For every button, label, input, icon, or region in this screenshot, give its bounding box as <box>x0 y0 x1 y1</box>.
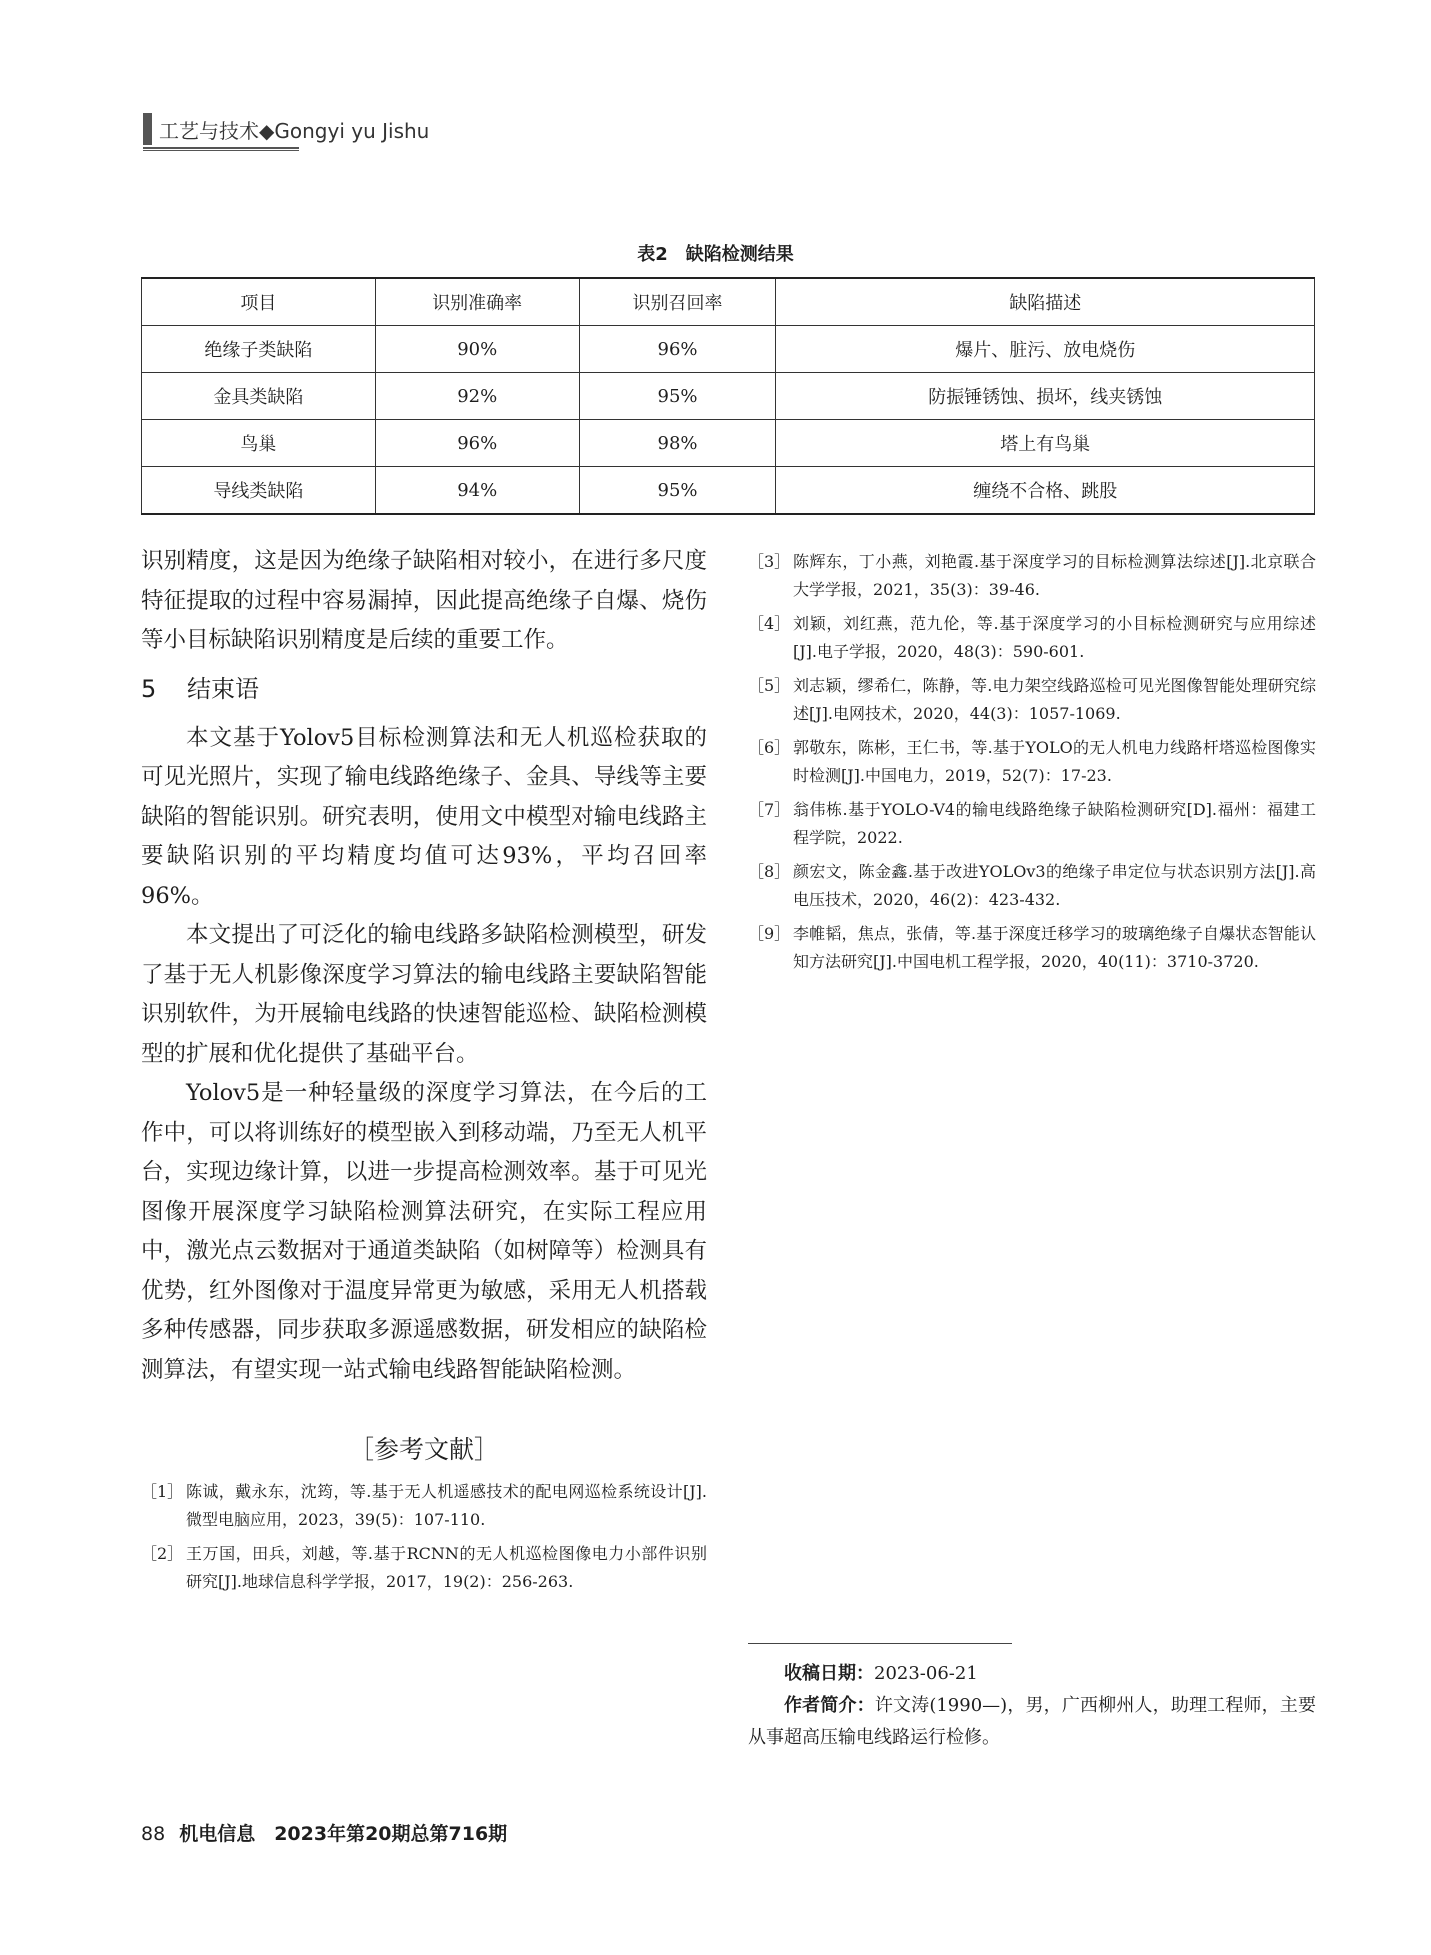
table-row <box>142 467 1315 515</box>
reference-text: 翁伟栋.基于YOLO-V4的输电线路绝缘子缺陷检测研究[D].福州：福建工程学院，2022. <box>793 800 1316 847</box>
reference-number: ［6］ <box>748 738 791 757</box>
reference-item <box>748 920 1316 976</box>
reference-text: 郭敬东，陈彬，王仁书，等.基于YOLO的无人机电力线路杆塔巡检图像实时检测[J].中国电力，2019，52(7)：17-23. <box>793 738 1316 785</box>
reference-item <box>748 858 1316 914</box>
footnotes <box>748 1658 1316 1754</box>
author-bio <box>748 1690 1316 1754</box>
page-number: 88 <box>141 1823 166 1845</box>
received-value: 2023-06-21 <box>874 1663 978 1684</box>
reference-number: ［5］ <box>748 676 791 695</box>
table-header-cell: 识别召回率 <box>579 278 776 326</box>
header-underline <box>143 147 299 149</box>
table-cell: 98% <box>579 420 776 467</box>
author-label: 作者简介： <box>784 1695 875 1716</box>
table-cell: 95% <box>579 373 776 420</box>
reference-text: 刘颖，刘红燕，范九伦，等.基于深度学习的小目标检测研究与应用综述[J].电子学报，2020，48(3)：590-601. <box>793 614 1316 661</box>
footnote-rule <box>748 1643 1012 1644</box>
reference-item <box>748 610 1316 666</box>
table-header-cell: 项目 <box>142 278 376 326</box>
table-cell: 爆片、脏污、放电烧伤 <box>776 326 1315 373</box>
table-cell: 导线类缺陷 <box>142 467 376 515</box>
reference-text: 颜宏文，陈金鑫.基于改进YOLOv3的绝缘子串定位与状态识别方法[J].高电压技术，2020，46(2)：423-432. <box>793 862 1316 909</box>
reference-text: 李帷韬，焦点，张倩，等.基于深度迁移学习的玻璃绝缘子自爆状态智能认知方法研究[J].中国电机工程学报，2020，40(11)：3710-3720. <box>793 924 1316 971</box>
reference-text: 刘志颖，缪希仁，陈静，等.电力架空线路巡检可见光图像智能处理研究综述[J].电网技术，2020，44(3)：1057-1069. <box>793 676 1316 723</box>
author-value: 许文涛(1990—)，男，广西柳州人，助理工程师，主要从事超高压输电线路运行检修。 <box>748 1695 1316 1748</box>
reference-number: ［1］ <box>141 1482 184 1501</box>
reference-text: 陈辉东，丁小燕，刘艳霞.基于深度学习的目标检测算法综述[J].北京联合大学学报，2021，35(3)：39-46. <box>793 552 1316 599</box>
body-paragraph: 识别精度，这是因为绝缘子缺陷相对较小，在进行多尺度特征提取的过程中容易漏掉，因此提高绝缘子自爆、烧伤等小目标缺陷识别精度是后续的重要工作。 <box>141 548 707 653</box>
body-paragraph: 本文提出了可泛化的输电线路多缺陷检测模型，研发了基于无人机影像深度学习算法的输电线路主要缺陷智能识别软件，为开展输电线路的快速智能巡检、缺陷检测模型的扩展和优化提供了基础平台。 <box>141 922 707 1067</box>
reference-number: ［7］ <box>748 800 791 819</box>
reference-item <box>748 548 1316 604</box>
table-row <box>142 326 1315 373</box>
table-cell: 90% <box>375 326 579 373</box>
table-row <box>142 373 1315 420</box>
table-cell: 96% <box>375 420 579 467</box>
table-cell: 防振锤锈蚀、损坏，线夹锈蚀 <box>776 373 1315 420</box>
header-pinyin: Gongyi yu Jishu <box>274 119 430 143</box>
section-title: 结束语 <box>187 674 259 703</box>
table-row <box>142 420 1315 467</box>
body-paragraph: Yolov5是一种轻量级的深度学习算法，在今后的工作中，可以将训练好的模型嵌入到移动端，乃至无人机平台，实现边缘计算，以进一步提高检测效率。基于可见光图像开展深度学习缺陷检测算法研究，在实际工程应用中，激光点云数据对于通道类缺陷（如树障等）检测具有优势，红外图像对于温度异常更为敏感，采用无人机搭载多种传感器，同步获取多源遥感数据，研发相应的缺陷检测算法，有望实现一站式输电线路智能缺陷检测。 <box>141 1080 707 1383</box>
table-cell: 绝缘子类缺陷 <box>142 326 376 373</box>
header-section: 工艺与技术 <box>159 119 259 143</box>
references-title: ［参考文献］ <box>348 1435 499 1464</box>
reference-item <box>748 734 1316 790</box>
section-number: 5 <box>141 674 157 703</box>
reference-number: ［2］ <box>141 1544 184 1563</box>
reference-item <box>748 672 1316 728</box>
reference-number: ［3］ <box>748 552 791 571</box>
reference-item <box>141 1540 707 1596</box>
table-cell: 96% <box>579 326 776 373</box>
section-heading <box>141 671 707 707</box>
header-text <box>159 115 429 144</box>
received-label: 收稿日期： <box>784 1663 874 1684</box>
reference-number: ［8］ <box>748 862 791 881</box>
page-footer <box>141 1819 507 1846</box>
table-header-cell: 识别准确率 <box>375 278 579 326</box>
table-caption: 表2 缺陷检测结果 <box>637 244 794 265</box>
header-underline-thin <box>143 150 299 151</box>
table-cell: 缠绕不合格、跳股 <box>776 467 1315 515</box>
table-cell: 塔上有鸟巢 <box>776 420 1315 467</box>
header-separator: ◆ <box>259 119 275 143</box>
right-column <box>748 548 1316 982</box>
reference-item <box>748 796 1316 852</box>
reference-number: ［4］ <box>748 614 791 633</box>
header-bar <box>143 113 152 145</box>
table-cell: 95% <box>579 467 776 515</box>
body-paragraph: 本文基于Yolov5目标检测算法和无人机巡检获取的可见光照片，实现了输电线路绝缘子、金具、导线等主要缺陷的智能识别。研究表明，使用文中模型对输电线路主要缺陷识别的平均精度均值可达93%，平均召回率96%。 <box>141 724 707 909</box>
table-cell: 94% <box>375 467 579 515</box>
left-column <box>141 542 707 1602</box>
table-cell: 92% <box>375 373 579 420</box>
table-cell: 鸟巢 <box>142 420 376 467</box>
reference-item <box>141 1478 707 1534</box>
defect-results-table <box>141 277 1315 515</box>
reference-number: ［9］ <box>748 924 791 943</box>
table-header-cell: 缺陷描述 <box>776 278 1315 326</box>
reference-text: 陈诚，戴永东，沈筠，等.基于无人机遥感技术的配电网巡检系统设计[J].微型电脑应用，2023，39(5)：107-110. <box>186 1482 707 1529</box>
reference-text: 王万国，田兵，刘越，等.基于RCNN的无人机巡检图像电力小部件识别研究[J].地球信息科学学报，2017，19(2)：256-263. <box>186 1544 707 1591</box>
received-date <box>748 1658 1316 1690</box>
magazine-issue: 机电信息 2023年第20期总第716期 <box>179 1823 508 1845</box>
table-header-row <box>142 278 1315 326</box>
table-cell: 金具类缺陷 <box>142 373 376 420</box>
